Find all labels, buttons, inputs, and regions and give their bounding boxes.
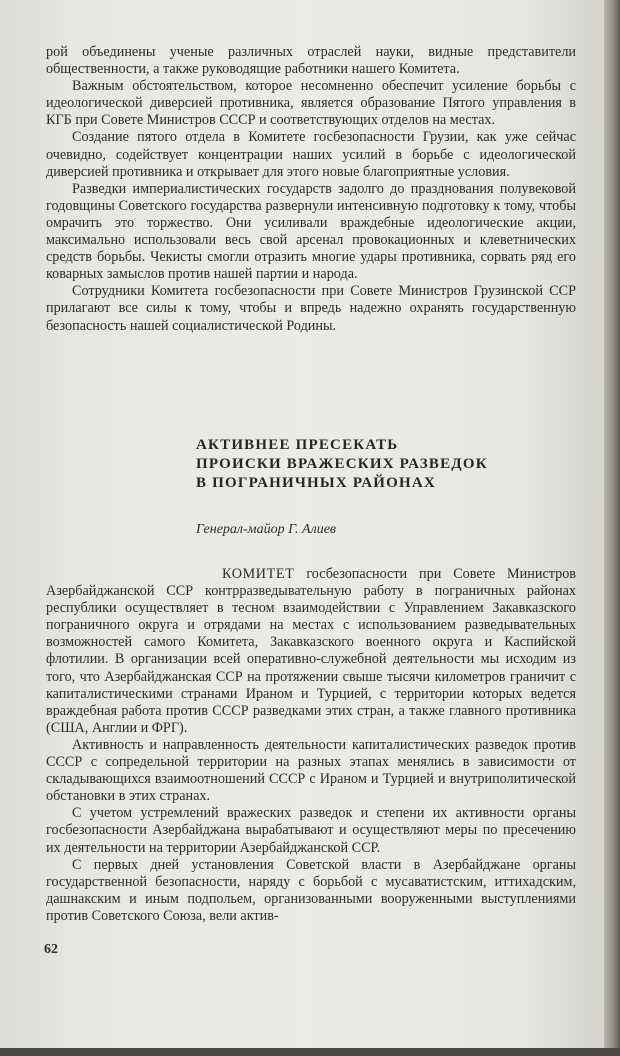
page-number: 62 [44, 942, 58, 957]
author-byline: Генерал-майор Г. Алиев [196, 522, 336, 537]
article-title [196, 436, 556, 493]
previous-article-text [46, 44, 576, 335]
page-edge-shadow [604, 0, 620, 1056]
title-line: ПРОИСКИ ВРАЖЕСКИХ РАЗВЕДОК [196, 456, 488, 472]
article-body [46, 566, 576, 925]
title-line: АКТИВНЕЕ ПРЕСЕКАТЬ [196, 437, 399, 453]
title-line: В ПОГРАНИЧНЫХ РАЙОНАХ [196, 475, 436, 491]
lead-word: КОМИТЕТ [222, 566, 295, 582]
paragraph: Важным обстоятельством, которое несомненно обеспечит усиление борьбы с идеологической диверсией противника, является образование Пятого управления в КГБ при Совете Министров СССР и соответствующих отделов на местах. [46, 78, 576, 129]
paragraph: Сотрудники Комитета госбезопасности при Совете Министров Грузинской ССР прилагают все силы к тому, чтобы и впредь надежно охранять государственную безопасность нашей социалистической Родины. [46, 283, 576, 334]
paragraph: рой объединены ученые различных отраслей науки, видные представители общественности, а также руководящие работники нашего Комитета. [46, 44, 576, 78]
paragraph: С учетом устремлений вражеских разведок и степени их активности органы госбезопасности Азербайджана вырабатывают и осуществляют меры по пресечению их деятельности на территории Азербайджанской ССР. [46, 805, 576, 856]
paragraph: Создание пятого отдела в Комитете госбезопасности Грузии, как уже сейчас очевидно, содействует концентрации наших усилий в борьбе с идеологической диверсией противника и открывает для этого новые благоприятные условия. [46, 129, 576, 180]
paragraph: Активность и направленность деятельности капиталистических разведок против СССР с сопредельной территории на разных этапах менялись в зависимости от складывающихся взаимоотношений СССР с Ираном и Турцией и внутриполитической обстановки в этих странах. [46, 736, 576, 805]
table-surface [0, 1048, 620, 1056]
paragraph: Разведки империалистических государств задолго до празднования полувековой годовщины Советского государства развернули интенсивную подготовку к тому, чтобы омрачить это торжество. Они усиливали враждебные идеологические акции, максимально использовали весь свой арсенал провокационных и клеветнических средств борьбы. Чекисты смогли отразить многие удары противника, сорвать ряд его коварных замыслов против нашей партии и народа. [46, 180, 576, 283]
lead-text: госбезопасности при Совете Министров Азербайджанской ССР контрразведывательную работу в пограничных районах республики осуществляет в тесном взаимодействии с Управлением Закавказского пограничного округа и отрядами на местах с использованием разведывательных возможностей самого Комитета, Закавказского военного округа и Каспийской флотилии. В организации всей оперативно-служебной деятельности мы исходим из того, что Азербайджанская ССР на протяжении свыше тысячи километров граничит с капиталистическими странами Ираном и Турцией, с территории которых ведется враждебная работа против СССР разведками этих стран, а также главного противника (США, Англии и ФРГ). [46, 566, 576, 736]
paragraph: С первых дней установления Советской власти в Азербайджане органы государственной безопасности, наряду с борьбой с мусаватистским, иттихадским, дашнакским и иным подпольем, организованными вооруженными выступлениями против Советского Союза, вели актив- [46, 856, 576, 924]
lead-paragraph [46, 566, 576, 737]
